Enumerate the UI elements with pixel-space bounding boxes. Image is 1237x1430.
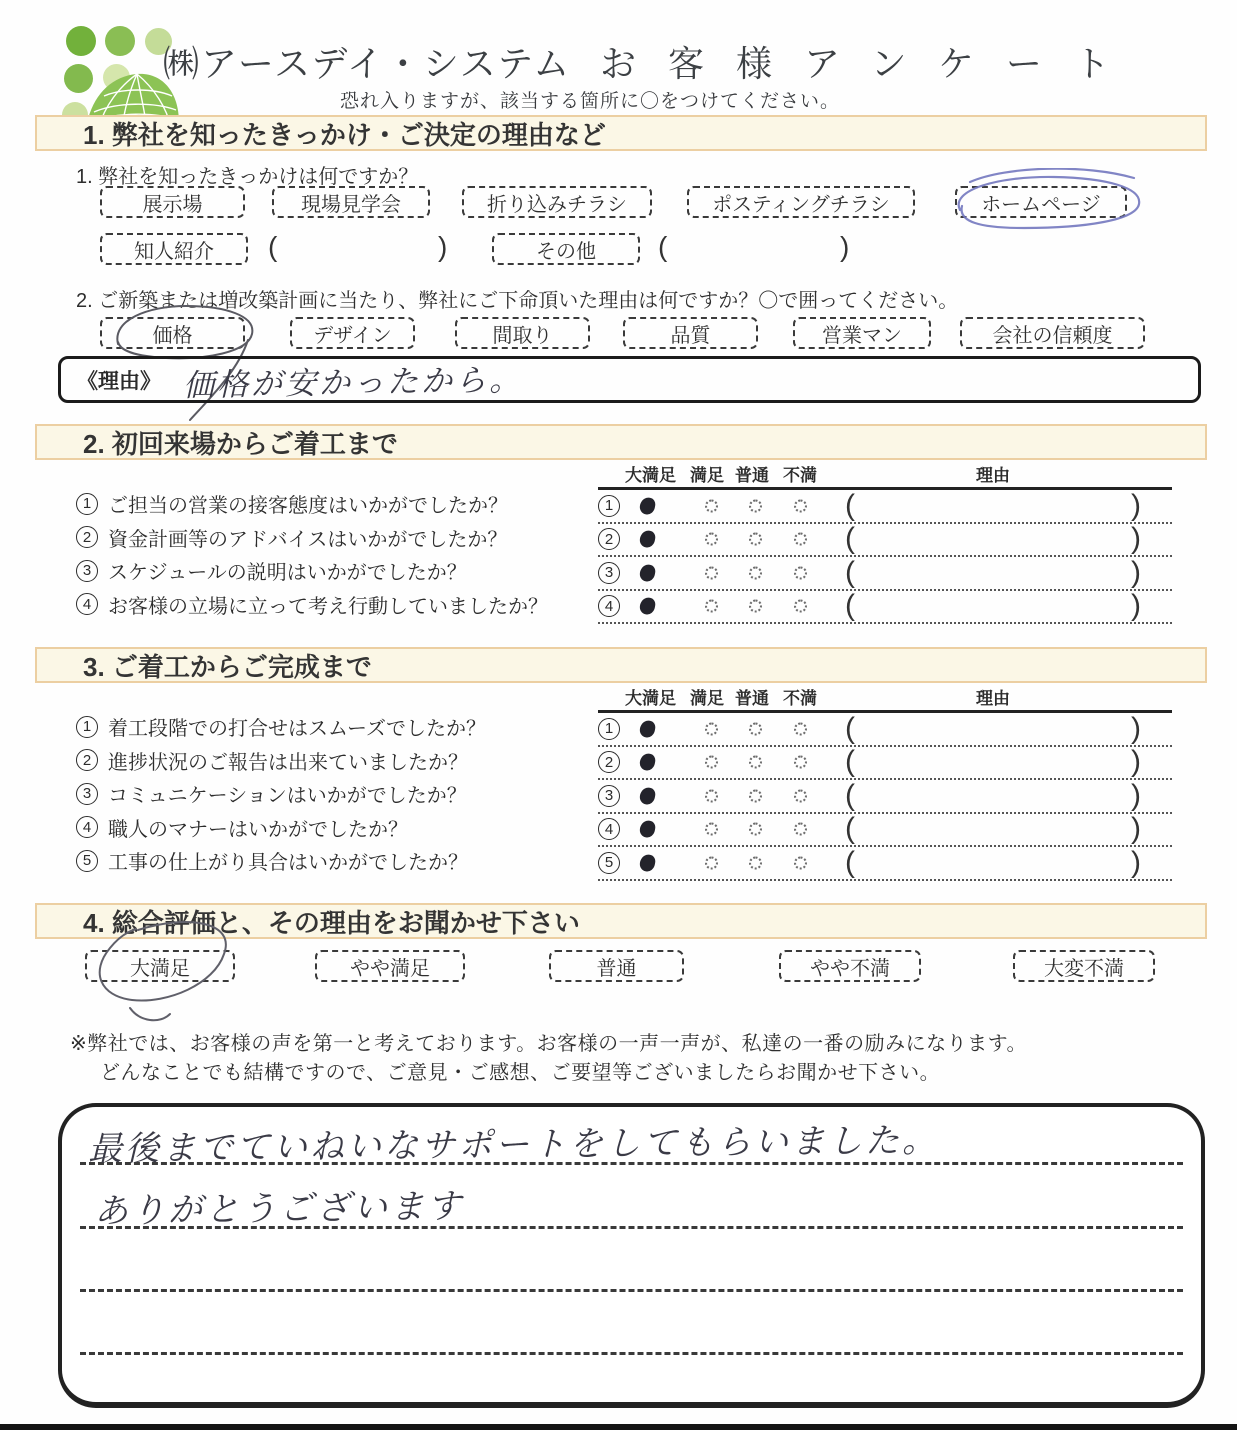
- paren-open: (: [845, 812, 855, 846]
- question-text: お客様の立場に立って考え行動していましたか？: [108, 595, 548, 618]
- rating-mark-daimanzoku: [639, 753, 657, 772]
- rating-mark-daimanzoku: [639, 563, 657, 582]
- question-row: [76, 744, 596, 778]
- rating-row: [598, 713, 1172, 747]
- rating-circle-manzoku: [705, 789, 718, 802]
- rating-row: [598, 747, 1172, 781]
- rating-circle-futsu: [749, 499, 762, 512]
- option-label: やや満足: [350, 957, 430, 980]
- rating-circle-manzoku: [705, 533, 718, 546]
- rating-mark-daimanzoku: [639, 530, 657, 549]
- option-label: 知人紹介: [134, 240, 214, 263]
- option-label: 価格: [152, 324, 193, 347]
- rating-circle-manzoku: [705, 722, 718, 735]
- overall-yaya-fuman: [779, 950, 921, 982]
- question-number: 2: [76, 526, 98, 548]
- note-line2: どんなことでも結構ですので、ご意見・ご感想、ご要望等ございましたらお聞かせ下さい。: [100, 1062, 941, 1084]
- note-line1: ※弊社では、お客様の声を第一と考えております。お客様の一声一声が、私達の一番の励みになります。: [70, 1033, 1028, 1055]
- question-number: 2: [76, 749, 98, 771]
- option-label: 展示場: [142, 193, 203, 216]
- rating-circle-futsu: [749, 823, 762, 836]
- option-label: 大変不満: [1044, 957, 1124, 980]
- section3-title: 3. ご着工からご完成まで: [83, 651, 372, 682]
- comment-handwriting-line1: 最後までていねいなサポートをしてもらいました。: [87, 1121, 940, 1169]
- option-label: ホームページ: [981, 193, 1101, 216]
- row-number: 3: [598, 785, 620, 807]
- rating-circle-futsu: [749, 856, 762, 869]
- paren-close: ): [438, 231, 448, 262]
- rating-circle-fuman: [794, 823, 807, 836]
- question-text: コミュニケーションはいかがでしたか？: [108, 785, 467, 808]
- overall-daimanzoku-selected: [85, 950, 235, 982]
- col-futsu: 普通: [735, 689, 769, 708]
- row-number: 4: [598, 818, 620, 840]
- paren-open: (: [845, 589, 855, 623]
- option-shinraido: [960, 317, 1145, 349]
- paren-close: ): [1131, 778, 1141, 812]
- option-label: 間取り: [492, 324, 553, 347]
- option-label: 普通: [596, 957, 637, 980]
- question-text: 進捗状況のご報告は出来ていましたか？: [108, 751, 468, 774]
- col-fuman: 不満: [783, 689, 817, 708]
- question-number: 5: [76, 850, 98, 872]
- question-number: 1: [76, 493, 98, 515]
- scan-artifact-bar: [0, 1424, 1237, 1430]
- section1-title: 1. 弊社を知ったきっかけ・ご決定の理由など: [83, 119, 606, 150]
- paren-open: (: [845, 488, 855, 522]
- question-text: 職人のマナーはいかがでしたか？: [108, 818, 408, 841]
- rating-row: [598, 780, 1172, 814]
- col-futsu: 普通: [735, 466, 769, 485]
- row-number: 1: [598, 718, 620, 740]
- question-row: [76, 487, 596, 521]
- row-number: 3: [598, 562, 620, 584]
- paren-open: (: [845, 522, 855, 556]
- rating-circle-manzoku: [705, 856, 718, 869]
- paren-open: (: [268, 231, 278, 262]
- rating-circle-fuman: [794, 533, 807, 546]
- rating-circle-futsu: [749, 600, 762, 613]
- comment-ruled-line: [80, 1352, 1183, 1355]
- paren-close: ): [1131, 589, 1141, 623]
- rating-circle-fuman: [794, 722, 807, 735]
- reason-handwriting: 価格が安かったから。: [182, 362, 524, 403]
- section3-header: [35, 647, 1207, 683]
- paren-open: (: [845, 555, 855, 589]
- option-label: ポスティングチラシ: [712, 193, 890, 216]
- rating-row: [598, 814, 1172, 848]
- question-number: 4: [76, 593, 98, 615]
- rating-mark-daimanzoku: [639, 496, 657, 515]
- rating-circle-futsu: [749, 566, 762, 579]
- paren-open: (: [845, 745, 855, 779]
- option-chijin-shokai: [100, 233, 248, 265]
- section4-header: [35, 903, 1207, 939]
- option-label: デザイン: [313, 324, 392, 347]
- question-row: [76, 844, 596, 878]
- rating-row: [598, 524, 1172, 558]
- question-row: [76, 521, 596, 555]
- option-label: 大満足: [130, 957, 190, 980]
- rating-circle-futsu: [749, 756, 762, 769]
- company-name: ㈱アースデイ・システム: [163, 43, 572, 84]
- q1-label: 1. 弊社を知ったきっかけは何ですか？: [76, 166, 419, 188]
- rating-circle-fuman: [794, 499, 807, 512]
- paren-open: (: [845, 711, 855, 745]
- option-orikomi-chirashi: [462, 186, 652, 218]
- question-text: ご担当の営業の接客態度はいかがでしたか？: [108, 495, 508, 518]
- option-label: 会社の信頼度: [992, 324, 1113, 347]
- row-number: 5: [598, 852, 620, 874]
- section3-rating-table: [598, 684, 1172, 884]
- paren-close: ): [1131, 522, 1141, 556]
- rating-circle-futsu: [749, 722, 762, 735]
- option-genba-kengakukai: [272, 186, 430, 218]
- option-design: [290, 317, 415, 349]
- comment-handwriting-line2: ありがとうございます: [93, 1187, 465, 1231]
- rating-circle-fuman: [794, 566, 807, 579]
- option-label: 現場見学会: [301, 193, 401, 216]
- col-manzoku: 満足: [690, 466, 724, 485]
- paren-open: (: [658, 231, 668, 262]
- rating-mark-daimanzoku: [639, 597, 657, 616]
- col-daimanzoku: 大満足: [625, 689, 676, 708]
- rating-circle-futsu: [749, 789, 762, 802]
- option-label: 折り込みチラシ: [487, 193, 627, 216]
- section1-header: [35, 115, 1207, 151]
- paren-open: (: [845, 845, 855, 879]
- question-row: [76, 777, 596, 811]
- option-kakaku-selected: [100, 317, 245, 349]
- rating-circle-futsu: [749, 533, 762, 546]
- question-text: スケジュールの説明はいかがでしたか？: [108, 562, 467, 585]
- rating-rows: [598, 487, 1172, 624]
- section2-title: 2. 初回来場からご着工まで: [83, 428, 398, 459]
- paren-close: ): [1131, 488, 1141, 522]
- col-daimanzoku: 大満足: [625, 466, 676, 485]
- col-riyu: 理由: [976, 689, 1010, 708]
- option-eigyoman: [793, 317, 931, 349]
- option-posting-chirashi: [687, 186, 915, 218]
- question-row: [76, 588, 596, 622]
- option-madori: [455, 317, 590, 349]
- option-hinshitsu: [623, 317, 758, 349]
- col-fuman: 不満: [783, 466, 817, 485]
- section2-rating-table: [598, 461, 1172, 621]
- rating-circle-manzoku: [705, 600, 718, 613]
- option-label: 営業マン: [822, 324, 902, 347]
- rating-row: [598, 557, 1172, 591]
- question-number: 1: [76, 716, 98, 738]
- question-number: 3: [76, 560, 98, 582]
- question-row: [76, 811, 596, 845]
- logo-dot: [66, 26, 96, 56]
- option-homepage-selected: [955, 186, 1127, 218]
- rating-circle-fuman: [794, 856, 807, 869]
- rating-mark-daimanzoku: [639, 719, 657, 738]
- overall-futsu: [549, 950, 684, 982]
- paren-open: (: [845, 778, 855, 812]
- rating-row: [598, 591, 1172, 625]
- option-sonota: [492, 233, 640, 265]
- page-subtitle: 恐れ入りますが、該当する箇所に〇をつけてください。: [340, 91, 841, 112]
- row-number: 2: [598, 751, 620, 773]
- rating-mark-daimanzoku: [639, 820, 657, 839]
- rating-circle-fuman: [794, 789, 807, 802]
- q2-label: 2. ご新築または増改築計画に当たり、弊社にご下命頂いた理由は何ですか？〇で囲ってください。: [76, 290, 959, 312]
- question-number: 4: [76, 816, 98, 838]
- question-row: [76, 710, 596, 744]
- rating-circle-manzoku: [705, 566, 718, 579]
- rating-mark-daimanzoku: [639, 786, 657, 805]
- row-number: 1: [598, 495, 620, 517]
- rating-row: [598, 847, 1172, 881]
- section2-header: [35, 424, 1207, 460]
- col-riyu: 理由: [976, 466, 1010, 485]
- comment-ruled-line: [80, 1289, 1183, 1292]
- paren-close: ): [1131, 555, 1141, 589]
- question-row: [76, 554, 596, 588]
- question-text: 着工段階での打合せはスムーズでしたか？: [108, 718, 486, 741]
- question-number: 3: [76, 783, 98, 805]
- comment-box: [58, 1103, 1205, 1408]
- option-tenjijo: [100, 186, 245, 218]
- rating-circle-manzoku: [705, 499, 718, 512]
- paren-close: ): [1131, 812, 1141, 846]
- rating-mark-daimanzoku: [639, 853, 657, 872]
- rating-rows: [598, 710, 1172, 881]
- reason-box: [58, 356, 1201, 403]
- overall-taihen-fuman: [1013, 950, 1155, 982]
- paren-close: ): [1131, 845, 1141, 879]
- section3-questions: [76, 710, 596, 878]
- overall-yaya-manzoku: [315, 950, 465, 982]
- rating-row: [598, 490, 1172, 524]
- section4-title: 4. 総合評価と、その理由をお聞かせ下さい: [83, 907, 580, 938]
- row-number: 2: [598, 528, 620, 550]
- page-title: お客様アンケート: [600, 43, 1142, 84]
- col-manzoku: 満足: [690, 689, 724, 708]
- option-label: その他: [536, 240, 596, 263]
- row-number: 4: [598, 595, 620, 617]
- question-text: 資金計画等のアドバイスはいかがでしたか？: [108, 528, 508, 551]
- paren-close: ): [840, 231, 850, 262]
- option-label: やや不満: [810, 957, 890, 980]
- rating-circle-manzoku: [705, 756, 718, 769]
- question-text: 工事の仕上がり具合はいかがでしたか？: [108, 852, 468, 875]
- paren-close: ): [1131, 711, 1141, 745]
- section2-questions: [76, 487, 596, 621]
- rating-circle-fuman: [794, 600, 807, 613]
- paren-close: ): [1131, 745, 1141, 779]
- rating-circle-manzoku: [705, 823, 718, 836]
- logo-dot: [105, 26, 135, 56]
- option-label: 品質: [670, 324, 711, 347]
- rating-circle-fuman: [794, 756, 807, 769]
- reason-label: 《理由》: [77, 369, 161, 393]
